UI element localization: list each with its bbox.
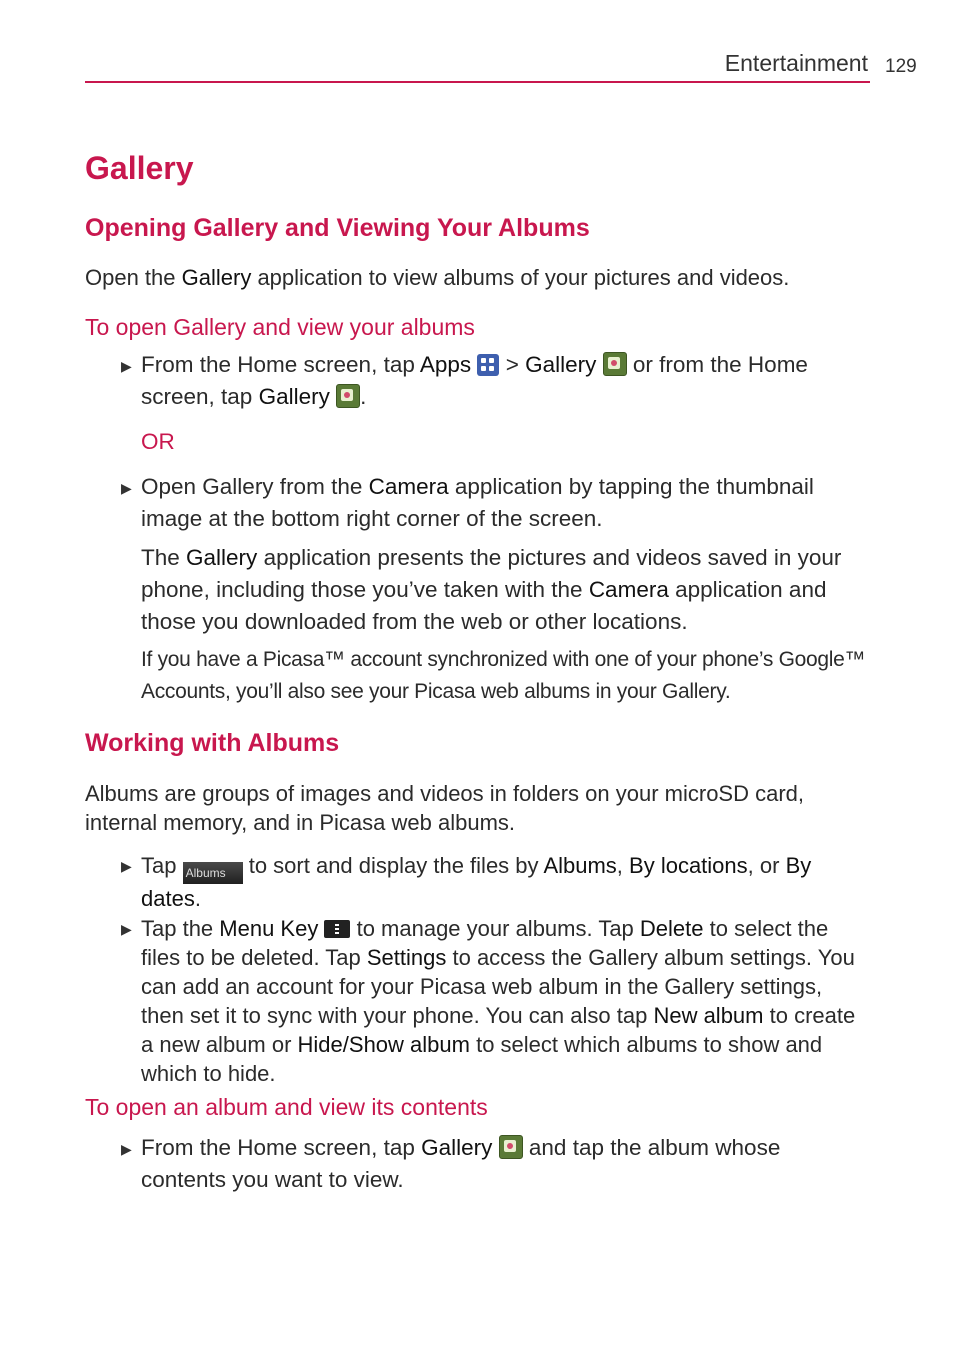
bullet-icon: ▶ <box>121 480 132 496</box>
step-open-gallery-home: From the Home screen, tap Apps > Gallery or from the Home screen, tap Gallery . <box>141 352 808 409</box>
albums-tab-button: Albums <box>183 862 243 884</box>
bullet-icon: ▶ <box>121 358 132 374</box>
menu-key-icon <box>324 920 350 938</box>
step-manage-albums: Tap the Menu Key to manage your albums. Tap Delete to select the files to be deleted. Tap Settings to access the Gallery album settings. You can add an account for your Picasa web album in the Gallery settings, then set it to sync with your phone. You can also tap New album to create a new album or Hide/Show album to select which albums to show and which to hide. <box>141 916 856 1086</box>
step-open-from-camera: Open Gallery from the Camera application by tapping the thumbnail image at the bottom right corner of the screen. <box>141 474 814 531</box>
apps-grid-icon <box>477 354 499 376</box>
header-section: Entertainment <box>724 50 868 76</box>
picasa-note: If you have a Picasa™ account synchronized with one of your phone’s Google™ Accounts, you’ll also see your Picasa web albums in your Gallery. <box>141 648 866 703</box>
bullet-icon: ▶ <box>121 921 132 937</box>
gallery-app-icon <box>499 1135 523 1159</box>
albums-intro: Albums are groups of images and videos in folders on your microSD card, internal memory, and in Picasa web albums. <box>85 781 805 835</box>
section-heading-albums: Working with Albums <box>85 729 340 757</box>
bullet-icon: ▶ <box>121 1141 132 1157</box>
gallery-app-icon <box>336 384 360 408</box>
step-open-album: From the Home screen, tap Gallery and tap the album whose contents you want to view. <box>141 1135 781 1192</box>
gallery-app-icon <box>603 352 627 376</box>
bullet-icon: ▶ <box>121 858 132 874</box>
subheading-open-album: To open an album and view its contents <box>85 1094 488 1120</box>
section-heading-opening: Opening Gallery and Viewing Your Albums <box>85 214 590 242</box>
or-separator: OR <box>141 429 175 454</box>
page-title: Gallery <box>85 150 194 186</box>
step-sort-albums: Tap Albums to sort and display the files by Albums, By locations, or By dates. <box>141 853 812 911</box>
subheading-open-gallery: To open Gallery and view your albums <box>85 314 475 340</box>
header-rule <box>85 81 870 83</box>
gallery-description: The Gallery application presents the pictures and videos saved in your phone, including those you’ve taken with the Camera application and those you downloaded from the web or other locations. <box>141 545 842 634</box>
page-number: 129 <box>885 56 917 77</box>
intro-paragraph: Open the Gallery application to view albums of your pictures and videos. <box>85 265 790 290</box>
